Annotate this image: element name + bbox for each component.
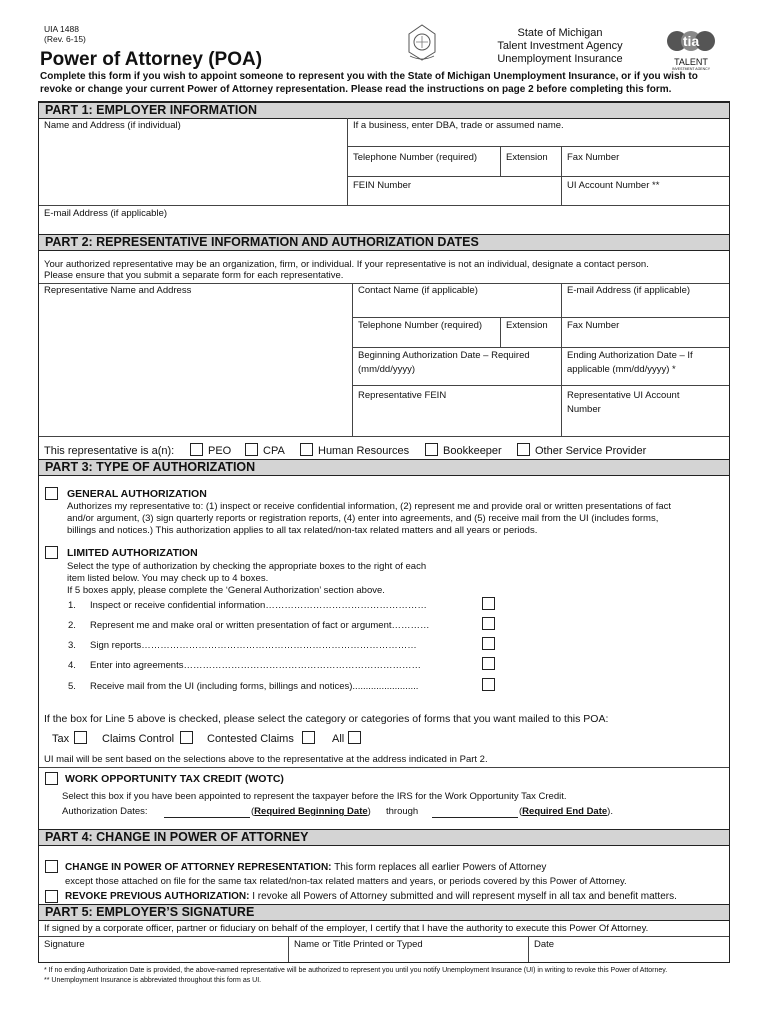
general-text-2: and/or argument, (3) sign quarterly reports or registration reports, (4) enter into agreements, and (5) receive mail from the UI (includes forms, xyxy=(67,513,659,524)
form-revision: (Rev. 6-15) xyxy=(44,34,86,44)
wotc-text: Select this box if you have been appointed to represent the taxpayer before the IRS for the Work Opportunity Tax Credit. xyxy=(62,791,567,802)
item-4-number: 4. xyxy=(68,660,76,671)
date-field[interactable]: Date xyxy=(534,939,555,950)
end-date-format: applicable (mm/dd/yyyy) * xyxy=(567,364,676,375)
part2-heading: PART 2: REPRESENTATIVE INFORMATION AND AUTHORIZATION DATES xyxy=(39,234,729,251)
tia-logo-icon xyxy=(663,29,719,53)
item-5-number: 5. xyxy=(68,681,76,692)
state-name: State of Michigan xyxy=(517,27,603,39)
mail-note: UI mail will be sent based on the selections above to the representative at the address indicated in Part 2. xyxy=(44,754,488,765)
employer-dba-field[interactable]: If a business, enter DBA, trade or assumed name. xyxy=(353,120,564,131)
cpa-checkbox[interactable] xyxy=(245,443,258,456)
wotc-begin-date-field[interactable] xyxy=(164,817,250,818)
item-5-text: Receive mail from the UI (including forms, billings and notices)......................... xyxy=(90,681,419,692)
rep-ui-account-field[interactable] xyxy=(567,390,679,416)
begin-date-format: (mm/dd/yyyy) xyxy=(358,364,415,375)
signature-field[interactable]: Signature xyxy=(44,939,85,950)
item-3-text: Sign reports…………………………………………………………………………… xyxy=(90,640,417,651)
part1-heading: PART 1: EMPLOYER INFORMATION xyxy=(39,102,729,119)
item-2-number: 2. xyxy=(68,620,76,631)
human-resources-checkbox[interactable] xyxy=(300,443,313,456)
mail-all-checkbox[interactable] xyxy=(348,731,361,744)
employer-telephone-field[interactable]: Telephone Number (required) xyxy=(353,152,478,163)
employer-fein-field[interactable]: FEIN Number xyxy=(353,180,412,191)
mail-contested-claims-label: Contested Claims xyxy=(207,733,294,745)
wotc-through: through xyxy=(386,806,419,817)
footnote-1: * If no ending Authorization Date is provided, the above-named representative will be authorized to represent you until you notify Unemployment Insurance (UI) in writing to revoke this Power of Attorney. xyxy=(44,967,668,974)
part5-heading: PART 5: EMPLOYER’S SIGNATURE xyxy=(39,904,729,921)
rep-begin-date-field[interactable] xyxy=(358,350,530,376)
limited-text-3: If 5 boxes apply, please complete the ‘General Authorization’ section above. xyxy=(67,585,385,596)
logo-word: TALENT xyxy=(674,57,708,67)
form-code xyxy=(44,24,86,44)
part3-heading: PART 3: TYPE OF AUTHORIZATION xyxy=(39,459,729,476)
mail-tax-checkbox[interactable] xyxy=(74,731,87,744)
wotc-begin-caption: (Required Beginning Date) xyxy=(251,806,371,817)
rep-ui-label: Representative UI Account xyxy=(567,390,680,401)
wotc-end-caption: (Required End Date). xyxy=(519,806,613,817)
part4-heading: PART 4: CHANGE IN POWER OF ATTORNEY xyxy=(39,829,729,846)
state-seal-icon xyxy=(405,22,439,62)
rep-extension-field[interactable]: Extension xyxy=(506,320,548,331)
mail-question: If the box for Line 5 above is checked, please select the category or categories of forms that you want mailed to this POA: xyxy=(44,713,609,725)
agency-name: Talent Investment Agency xyxy=(497,40,623,52)
item-4-text: Enter into agreements………………………………………………………………… xyxy=(90,660,421,671)
end-date-label: Ending Authorization Date – If xyxy=(567,350,693,361)
employer-ui-account-field[interactable]: UI Account Number ** xyxy=(567,180,660,191)
tia-logo xyxy=(663,29,719,71)
agency-block xyxy=(470,27,650,66)
item-1-number: 1. xyxy=(68,600,76,611)
limited-text-1: Select the type of authorization by checking the appropriate boxes to the right of each xyxy=(67,561,427,572)
item-3-checkbox[interactable] xyxy=(482,637,495,650)
item-1-checkbox[interactable] xyxy=(482,597,495,610)
employer-extension-field[interactable]: Extension xyxy=(506,152,548,163)
change-poa-checkbox[interactable] xyxy=(45,860,58,873)
revoke-poa-text: REVOKE PREVIOUS AUTHORIZATION: I revoke all Powers of Attorney submitted and will represent myself in all tax and benefit matters. xyxy=(65,891,677,902)
logo-sub: INVESTMENT AGENCY xyxy=(671,67,711,71)
item-1-text: Inspect or receive confidential information…………………………………………… xyxy=(90,600,427,611)
rep-ui-label-2: Number xyxy=(567,404,601,415)
change-poa-text-2: except those attached on file for the same tax related/non-tax related matters and years, or periods covered by this Power of Attorney. xyxy=(65,876,627,887)
mail-claims-control-label: Claims Control xyxy=(102,733,175,745)
form-number: UIA 1488 xyxy=(44,24,79,34)
item-4-checkbox[interactable] xyxy=(482,657,495,670)
limited-authorization-checkbox[interactable] xyxy=(45,546,58,559)
item-2-text: Represent me and make oral or written presentation of fact or argument………… xyxy=(90,620,430,631)
mail-claims-control-checkbox[interactable] xyxy=(180,731,193,744)
begin-date-label: Beginning Authorization Date – Required xyxy=(358,350,530,361)
printed-name-field[interactable]: Name or Title Printed or Typed xyxy=(294,939,423,950)
rep-end-date-field[interactable] xyxy=(567,350,693,376)
employer-email-field[interactable]: E-mail Address (if applicable) xyxy=(44,208,168,219)
auth-dates-label: Authorization Dates: xyxy=(62,806,148,817)
wotc-checkbox[interactable] xyxy=(45,772,58,785)
item-3-number: 3. xyxy=(68,640,76,651)
mail-contested-claims-checkbox[interactable] xyxy=(302,731,315,744)
limited-text-2: item listed below. You may check up to 4 boxes. xyxy=(67,573,269,584)
peo-label: PEO xyxy=(208,445,232,457)
general-text-1: Authorizes my representative to: (1) inspect or receive confidential information, (2) represent me and provide oral or written presentations of fact xyxy=(67,501,672,512)
wotc-title: WORK OPPORTUNITY TAX CREDIT (WOTC) xyxy=(65,773,284,785)
bookkeeper-label: Bookkeeper xyxy=(443,445,502,457)
limited-authorization-title: LIMITED AUTHORIZATION xyxy=(67,547,198,559)
rep-fein-field[interactable]: Representative FEIN xyxy=(358,390,447,401)
mail-all-label: All xyxy=(332,733,345,745)
general-text-3: billings and notices.) This authorization applies to all tax related/non-tax related matters and all years or periods. xyxy=(67,525,538,536)
rep-telephone-field[interactable]: Telephone Number (required) xyxy=(358,320,483,331)
rep-name-address-field[interactable]: Representative Name and Address xyxy=(44,285,192,296)
rep-contact-field[interactable]: Contact Name (if applicable) xyxy=(358,285,478,296)
item-5-checkbox[interactable] xyxy=(482,678,495,691)
wotc-end-date-field[interactable] xyxy=(432,817,518,818)
bookkeeper-checkbox[interactable] xyxy=(425,443,438,456)
other-provider-checkbox[interactable] xyxy=(517,443,530,456)
page-title: Power of Attorney (POA) xyxy=(40,49,263,70)
svg-text:tia: tia xyxy=(682,33,700,49)
footnote-2: ** Unemployment Insurance is abbreviated throughout this form as UI. xyxy=(44,977,262,984)
mail-tax-label: Tax xyxy=(52,733,70,745)
general-authorization-title: GENERAL AUTHORIZATION xyxy=(67,488,207,500)
cpa-label: CPA xyxy=(263,445,285,457)
change-poa-text: CHANGE IN POWER OF ATTORNEY REPRESENTATION: This form replaces all earlier Powers of Attorney xyxy=(65,862,547,873)
intro-text: Complete this form if you wish to appoint someone to represent you with the State of Michigan Unemployment Insurance, or if you wish to revoke or change your current Power of Attorney representation. Please read the instructions on page 2 before completing this form. xyxy=(40,71,698,95)
department-name: Unemployment Insurance xyxy=(497,53,623,65)
part2-intro-2: Please ensure that you submit a separate form for each representative. xyxy=(44,270,344,281)
other-provider-label: Other Service Provider xyxy=(535,445,647,457)
general-authorization-checkbox[interactable] xyxy=(45,487,58,500)
rep-type-label: This representative is a(n): xyxy=(44,445,175,457)
human-resources-label: Human Resources xyxy=(318,445,410,457)
rep-fax-field[interactable]: Fax Number xyxy=(567,320,620,331)
peo-checkbox[interactable] xyxy=(190,443,203,456)
signature-statement: If signed by a corporate officer, partner or fiduciary on behalf of the employer, I certify that I have the authority to execute this Power Of Attorney. xyxy=(44,923,649,934)
rep-email-field[interactable]: E-mail Address (if applicable) xyxy=(567,285,691,296)
part2-intro-1: Your authorized representative may be an organization, firm, or individual. If your representative is not an individual, designate a contact person. xyxy=(44,259,649,270)
employer-name-address-field[interactable]: Name and Address (if individual) xyxy=(44,120,181,131)
revoke-poa-checkbox[interactable] xyxy=(45,890,58,903)
item-2-checkbox[interactable] xyxy=(482,617,495,630)
employer-fax-field[interactable]: Fax Number xyxy=(567,152,620,163)
